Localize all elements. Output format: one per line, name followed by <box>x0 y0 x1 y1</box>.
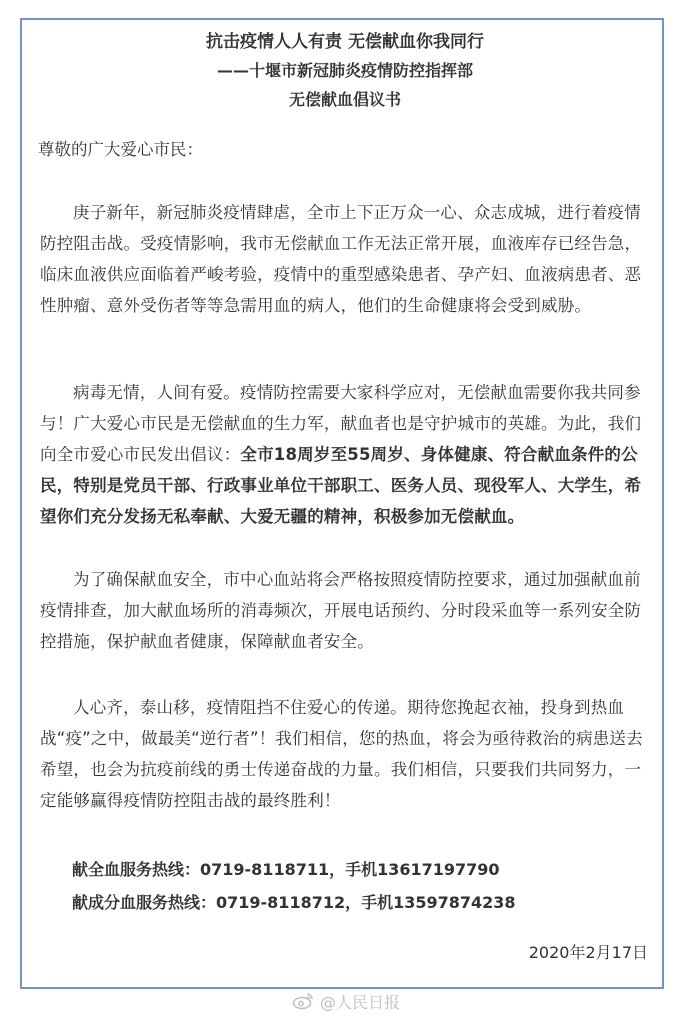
paragraph-2-bold-appeal: 全市18周岁至55周岁、身体健康、符合献血条件的公民，特别是党员干部、行政事业单位干部职工、医务人员、现役军人、大学生，希望你们充分发扬无私奉献、大爱无疆的精神，积极参加无偿献血。 <box>40 445 642 526</box>
document-subtitle: 无偿献血倡议书 <box>288 90 401 109</box>
salutation: 尊敬的广大爱心市民： <box>38 140 203 159</box>
watermark <box>292 990 400 1012</box>
paragraph-2 <box>40 377 650 532</box>
paragraph-3: 为了确保献血安全，市中心血站将会严格按照疫情防控要求，通过加强献血前疫情排查，加大献血场所的消毒频次，开展电话预约、分时段采血等一系列安全防控措施，保护献血者健康，保障献血者安全。 <box>40 570 642 651</box>
paragraph-1: 庚子新年，新冠肺炎疫情肆虐，全市上下正万众一心、众志成城，进行着疫情防控阻击战。受疫情影响，我市无偿献血工作无法正常开展，血液库存已经告急，临床血液供应面临着严峻考验，疫情中的重型感染患者、孕产妇、血液病患者、恶性肿瘤、意外受伤者等等急需用血的病人，他们的生命健康将会受到威胁。 <box>40 203 642 315</box>
weibo-icon <box>292 992 314 1010</box>
document-date: 2020年2月17日 <box>528 943 648 962</box>
document-title: 抗击疫情人人有责 无偿献血你我同行 <box>206 32 484 52</box>
paragraph-2-text: 病毒无情，人间有爱。疫情防控需要大家科学应对，无偿献血需要你我共同参与！广大爱心市民是无偿献血的生力军，献血者也是守护城市的英雄。为此，我们向全市爱心市民发出倡议： <box>40 383 642 464</box>
watermark-text: @人民日报 <box>320 992 401 1012</box>
hotlines <box>72 853 516 919</box>
paragraph-4: 人心齐，泰山移，疫情阻挡不住爱心的传递。期待您挽起衣袖，投身到热血战“疫”之中，做最美“逆行者”！我们相信，您的热血，将会为亟待救治的病患送去希望，也会为抗疫前线的勇士传递奋战的力量。我们相信，只要我们共同努力，一定能够赢得疫情防控阻击战的最终胜利！ <box>40 698 643 810</box>
hotline-component-blood: 献成分血服务热线：0719-8118712，手机13597874238 <box>72 893 516 912</box>
hotline-whole-blood: 献全血服务热线：0719-8118711，手机13617197790 <box>72 860 500 879</box>
issuer-line: ——十堰市新冠肺炎疫情防控指挥部 <box>216 61 473 80</box>
